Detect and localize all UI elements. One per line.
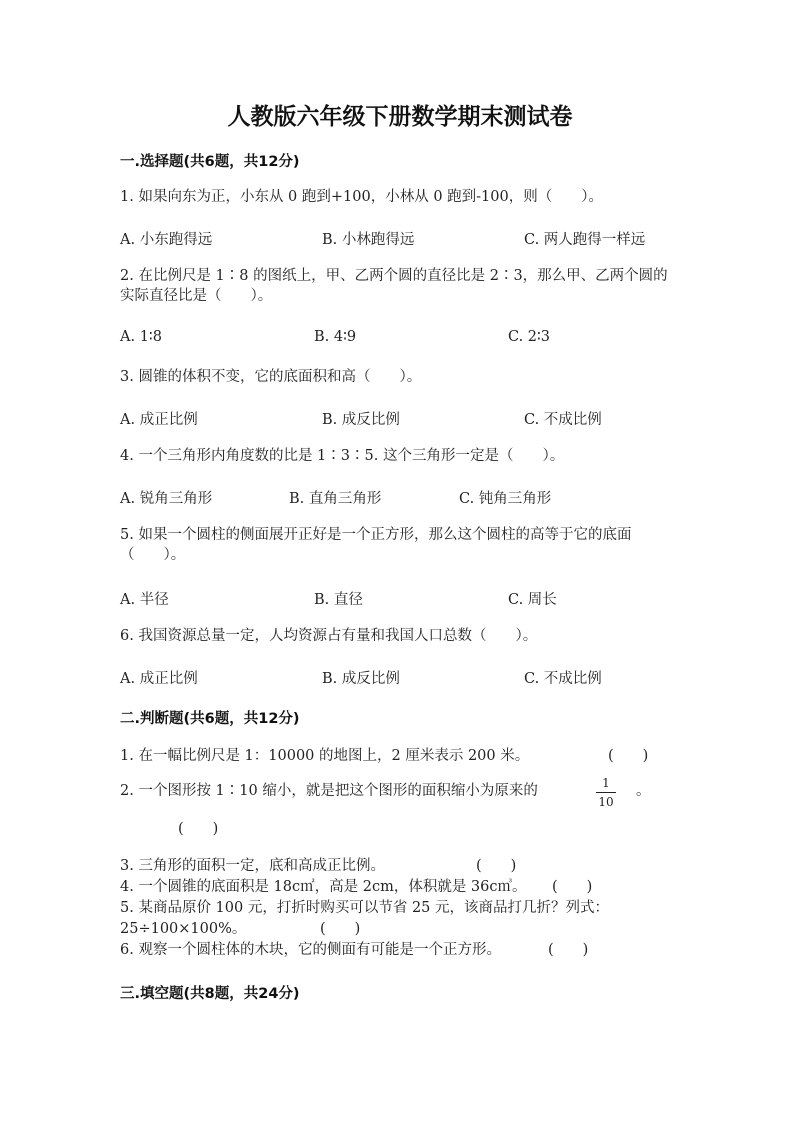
- choice-question-6: 6. 我国资源总量一定，人均资源占有量和我国人口总数（ ）。: [120, 628, 538, 644]
- judge-2-answer-paren: ( ): [178, 821, 219, 837]
- choice-4-option-c: C. 钝角三角形: [459, 491, 552, 507]
- judge-6-answer-paren: ( ): [548, 942, 589, 958]
- judge-question-2: 2. 一个图形按 1∶10 缩小，就是把这个图形的面积缩小为原来的: [120, 783, 538, 799]
- judge-question-4: 4. 一个圆锥的底面积是 18c㎡，高是 2cm，体积就是 36c㎥。: [120, 879, 527, 895]
- judge-5-answer-paren: ( ): [320, 921, 361, 937]
- choice-3-option-b: B. 成反比例: [322, 412, 400, 428]
- choice-5-option-c: C. 周长: [508, 592, 557, 608]
- choice-question-4: 4. 一个三角形内角度数的比是 1∶3∶5. 这个三角形一定是（ ）。: [120, 448, 565, 464]
- judge-2-tail: 。: [636, 783, 651, 799]
- choice-4-option-b: B. 直角三角形: [289, 491, 382, 507]
- judge-1-answer-paren: ( ): [608, 748, 649, 764]
- choice-1-option-b: B. 小林跑得远: [322, 232, 415, 248]
- choice-1-option-c: C. 两人跑得一样远: [524, 232, 646, 248]
- choice-question-1: 1. 如果向东为正，小东从 0 跑到+100，小林从 0 跑到-100，则（ ）。: [120, 189, 603, 205]
- choice-1-option-a: A. 小东跑得远: [120, 232, 213, 248]
- fraction-one-tenth: [595, 776, 617, 809]
- section-heading-choice: 一.选择题(共6题，共12分): [120, 154, 300, 170]
- judge-question-5: 5. 某商品原价 100 元，打折时购买可以节省 25 元，该商品打几折？列式：: [120, 900, 610, 916]
- choice-4-option-a: A. 锐角三角形: [120, 491, 213, 507]
- choice-2-option-a: A. 1∶8: [120, 329, 162, 345]
- choice-3-option-c: C. 不成比例: [524, 412, 602, 428]
- judge-question-5-line2: 25÷100×100%。: [120, 921, 247, 937]
- judge-question-6: 6. 观察一个圆柱体的木块，它的侧面有可能是一个正方形。: [120, 942, 501, 958]
- fraction-bar: [596, 792, 616, 793]
- choice-question-2: 2. 在比例尺是 1∶8 的图纸上，甲、乙两个圆的直径比是 2∶3，那么甲、乙两个圆的实际直径比是（ ）。: [120, 268, 668, 304]
- choice-6-option-c: C. 不成比例: [524, 671, 602, 687]
- page-title: 人教版六年级下册数学期末测试卷: [227, 104, 573, 130]
- choice-question-3: 3. 圆锥的体积不变，它的底面积和高（ ）。: [120, 369, 422, 385]
- choice-2-option-c: C. 2∶3: [508, 329, 551, 345]
- section-heading-fill: 三.填空题(共8题，共24分): [120, 986, 300, 1002]
- choice-2-option-b: B. 4∶9: [314, 329, 357, 345]
- choice-6-option-b: B. 成反比例: [322, 671, 400, 687]
- choice-5-option-b: B. 直径: [314, 592, 363, 608]
- judge-4-answer-paren: ( ): [552, 879, 593, 895]
- judge-3-answer-paren: ( ): [476, 858, 517, 874]
- fraction-numerator: 1: [602, 776, 610, 790]
- choice-6-option-a: A. 成正比例: [120, 671, 198, 687]
- judge-question-1: 1. 在一幅比例尺是 1：10000 的地图上，2 厘米表示 200 米。: [120, 748, 530, 764]
- judge-question-3: 3. 三角形的面积一定，底和高成正比例。: [120, 858, 385, 874]
- choice-5-option-a: A. 半径: [120, 592, 169, 608]
- fraction-denominator: 10: [598, 795, 614, 809]
- choice-question-5: 5. 如果一个圆柱的侧面展开正好是一个正方形，那么这个圆柱的高等于它的底面（ ）。: [120, 527, 632, 563]
- section-heading-judge: 二.判断题(共6题，共12分): [120, 711, 300, 727]
- choice-3-option-a: A. 成正比例: [120, 412, 198, 428]
